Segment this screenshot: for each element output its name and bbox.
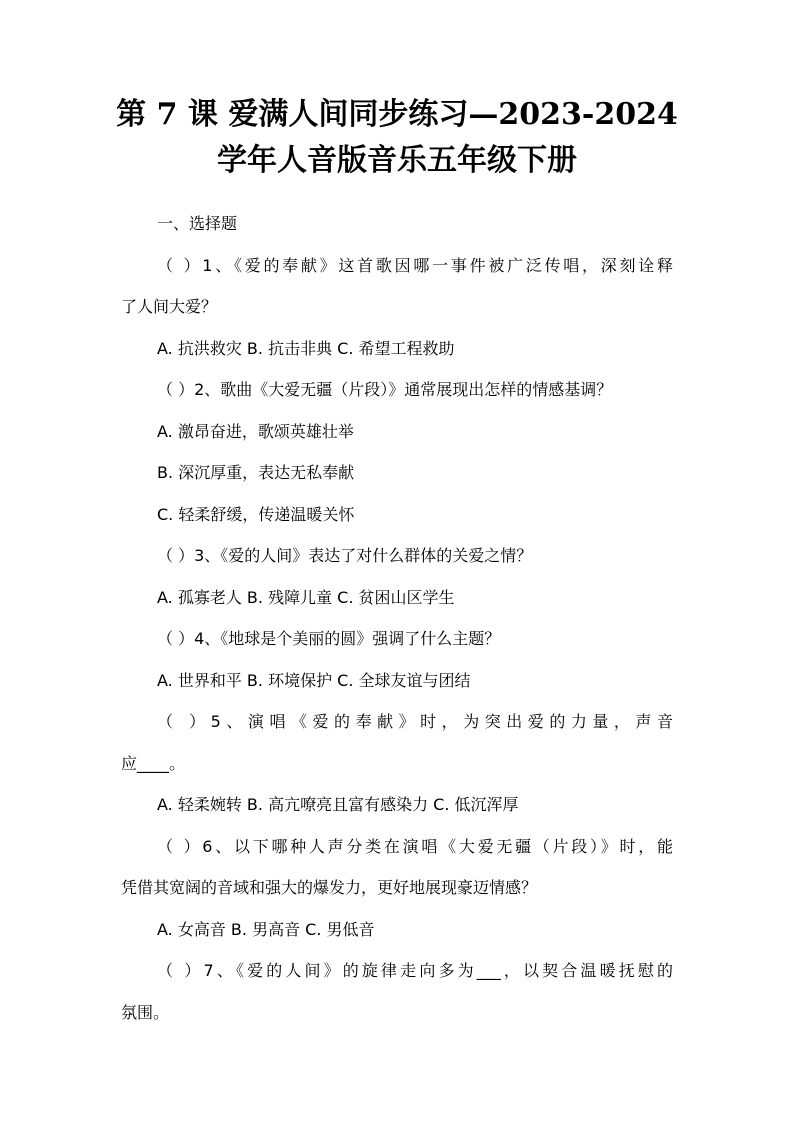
question-7-stem-cont: 氛围。 xyxy=(121,1003,170,1022)
question-2-stem: （ ）2、歌曲《大爱无疆（片段）》通常展现出怎样的情感基调？ xyxy=(157,380,613,399)
question-3-stem: （ ）3、《爱的人间》表达了对什么群体的关爱之情？ xyxy=(157,546,533,565)
question-4-stem: （ ）4、《地球是个美丽的圆》强调了什么主题？ xyxy=(157,629,501,648)
question-7-stem: （ ）7、《爱的人间》的旋律走向多为___，以契合温暖抚慰的 xyxy=(157,961,673,980)
question-2-option-b: B. 深沉厚重，表达无私奉献 xyxy=(157,463,355,482)
question-4-options: A. 世界和平 B. 环境保护 C. 全球友谊与团结 xyxy=(157,671,471,690)
title-line-1: 第 7 课 爱满人间同步练习—2023-2024 xyxy=(116,97,678,132)
question-1-options: A. 抗洪救灾 B. 抗击非典 C. 希望工程救助 xyxy=(157,339,455,358)
question-3-options: A. 孤寡老人 B. 残障儿童 C. 贫困山区学生 xyxy=(157,588,455,607)
question-1-stem: （ ）1、《爱的奉献》这首歌因哪一事件被广泛传唱，深刻诠释 xyxy=(157,256,673,275)
question-6-options: A. 女高音 B. 男高音 C. 男低音 xyxy=(157,920,375,939)
question-5-stem-cont: 应____。 xyxy=(121,754,186,773)
document-title xyxy=(100,92,694,184)
question-2-option-a: A. 激昂奋进，歌颂英雄壮举 xyxy=(157,422,354,441)
question-6-stem: （ ）6、以下哪种人声分类在演唱《大爱无疆（片段）》时，能 xyxy=(157,837,673,856)
question-6-stem-cont: 凭借其宽阔的音域和强大的爆发力，更好地展现豪迈情感？ xyxy=(121,878,538,897)
question-2-option-c: C. 轻柔舒缓，传递温暖关怀 xyxy=(157,505,355,524)
question-5-options: A. 轻柔婉转 B. 高亢嘹亮且富有感染力 C. 低沉浑厚 xyxy=(157,795,519,814)
question-5-stem: （ ）5、演唱《爱的奉献》时，为突出爱的力量，声音 xyxy=(157,712,673,731)
title-line-2: 学年人音版音乐五年级下册 xyxy=(217,143,577,178)
question-1-stem-cont: 了人间大爱？ xyxy=(121,297,218,316)
section-heading: 一、选择题 xyxy=(157,214,238,233)
